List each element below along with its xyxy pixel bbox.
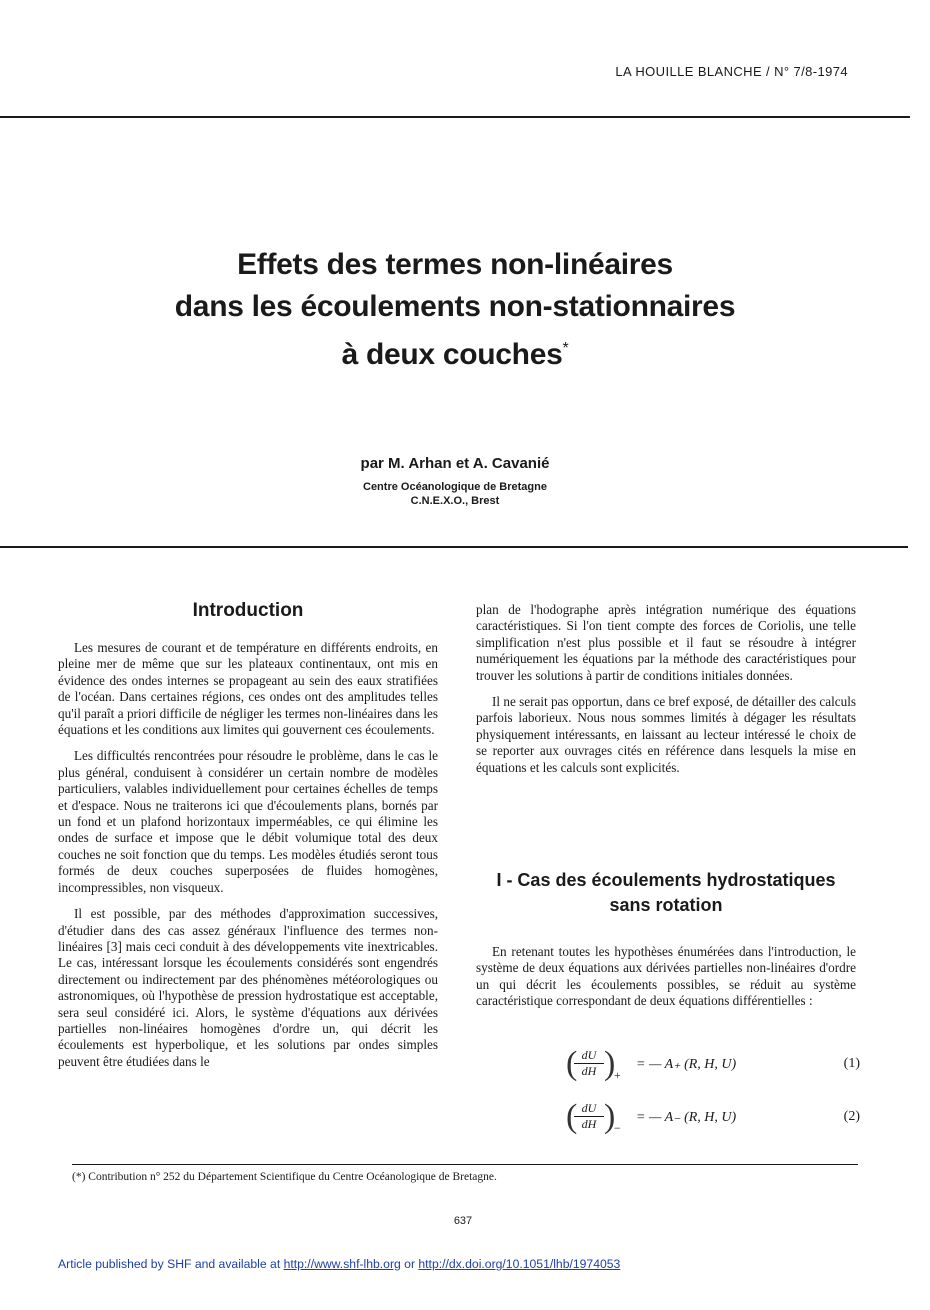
citation-prefix: Article published by SHF and available at (58, 1257, 284, 1271)
page-number: 637 (453, 1215, 473, 1227)
equation-1-numerator: dU (581, 1048, 597, 1062)
title-line-1: Effets des termes non-linéaires (237, 248, 673, 281)
intro-paragraph-4: plan de l'hodographe après intégration numérique des équations caractéristiques. Si l'on tient compte des forces de Coriolis, une telle simplification n'est plus possible et il faut se résoudre à intégrer numériquement les équations par la méthode des caractéristiques pour trouver les solutions à partir de conditions initiales données. (476, 602, 856, 683)
intro-paragraph-2: Les difficultés rencontrées pour résoudre le problème, dans le cas le plus général, conduisent à considérer un certain nombre de modèles particuliers, valables individuellement pour certaines échelles de temps et d'espace. Nous ne traiterons ici que d'écoulements plans, bornés par un fond et un plafond horizontaux imperméables, ce qui élimine les ondes de surface et impose que le débit volumique total des deux couches ne soit fonction que du temps. Les modèles étudiés seront tous formés de deux couches superposées de fluides homogènes, incompressibles, non visqueux. (58, 748, 438, 895)
equation-2-fraction (574, 1101, 604, 1132)
title-line-3 (0, 328, 910, 376)
affiliation-line-2: C.N.E.X.O., Brest (410, 495, 500, 507)
citation-line (58, 1257, 620, 1271)
equation-1-fraction (574, 1048, 604, 1079)
right-column (476, 602, 856, 786)
section-1-heading-line-1: I - Cas des écoulements hydrostatiques (496, 870, 836, 890)
title-line-3-text: à deux couches (341, 338, 563, 371)
top-rule (0, 116, 910, 118)
section-rule (0, 546, 908, 548)
equation-1-left-paren: ( (566, 1045, 578, 1082)
section-1-body (476, 944, 856, 1020)
equation-2-subscript: − (614, 1121, 621, 1135)
equation-1-subscript: + (614, 1068, 621, 1082)
title-footnote-mark: * (562, 340, 569, 357)
section-1-paragraph-1: En retenant toutes les hypothèses énumérées dans l'introduction, le système de deux équations aux dérivées partielles non-linéaires d'ordre un qui décrit les écoulements possibles, se réduit au système caractéristique correspondant de deux équations différentielles : (476, 944, 856, 1009)
equation-1 (566, 1045, 860, 1088)
doi-link[interactable]: http://dx.doi.org/10.1051/lhb/1974053 (418, 1257, 621, 1271)
equation-2-denominator: dH (574, 1116, 604, 1132)
affiliation (0, 480, 910, 508)
left-column (58, 640, 438, 1080)
equation-2-rhs: = — A₋ (R, H, U) (636, 1110, 737, 1125)
journal-header: LA HOUILLE BLANCHE / N° 7/8-1974 (615, 64, 848, 79)
equation-2-number: (2) (843, 1109, 860, 1124)
introduction-heading: Introduction (192, 600, 304, 621)
byline: par M. Arhan et A. Cavanié (360, 455, 550, 472)
equation-1-number: (1) (843, 1056, 860, 1071)
title-line-2: dans les écoulements non-stationnaires (174, 290, 736, 323)
equation-1-denominator: dH (574, 1063, 604, 1079)
intro-paragraph-5: Il ne serait pas opportun, dans ce bref exposé, de détailler des calculs parfois laborieux. Nous nous sommes limités à dégager les résultats physiquement intéressants, en laissant au lecteur intéressé le choix de se reporter aux ouvrages cités en référence dans lesquels la mise en équations et les calculs sont explicités. (476, 694, 856, 775)
equation-2-right-paren: ) (604, 1098, 616, 1135)
affiliation-line-1: Centre Océanologique de Bretagne (363, 481, 547, 493)
equation-2 (566, 1098, 860, 1141)
footnote-rule (72, 1164, 858, 1165)
equation-1-rhs: = — A₊ (R, H, U) (636, 1057, 737, 1072)
section-1-heading (476, 868, 856, 918)
shf-link[interactable]: http://www.shf-lhb.org (283, 1257, 401, 1271)
section-1-heading-line-2: sans rotation (609, 895, 723, 915)
footnote: (*) Contribution n° 252 du Département Scientifique du Centre Océanologique de Bretagne. (72, 1171, 497, 1183)
equation-2-numerator: dU (581, 1101, 597, 1115)
equation-1-right-paren: ) (604, 1045, 616, 1082)
intro-paragraph-1: Les mesures de courant et de température en différents endroits, en pleine mer de même que sur les plateaux continentaux, ont mis en évidence des ondes internes se propageant au sein des eaux stratifiées de l'océan. Dans certaines régions, ces ondes ont des amplitudes telles qu'il paraît a priori difficile de négliger les termes non-linéaires dans les équations et les conditions aux limites qui gouvernent ces écoulements. (58, 640, 438, 738)
citation-middle: or (400, 1257, 419, 1271)
equation-2-left-paren: ( (566, 1098, 578, 1135)
intro-paragraph-3: Il est possible, par des méthodes d'approximation successives, d'étudier dans des cas assez généraux l'influence des termes non-linéaires [3] mais ceci conduit à des développements vite inextricables. Le cas, intéressant lorsque les écoulements considérés sont engendrés directement ou indirectement par des phénomènes météorologiques ou astronomiques, où l'hypothèse de pression hydrostatique est acceptable, sera seul considéré ici. Alors, le système d'équations aux dérivées partielles non-linéaires homogènes d'ordre un, qui décrit les écoulements est hyperbolique, et les solutions par ondes simples peuvent être étudiées dans le (58, 906, 438, 1069)
article-title (0, 244, 910, 376)
